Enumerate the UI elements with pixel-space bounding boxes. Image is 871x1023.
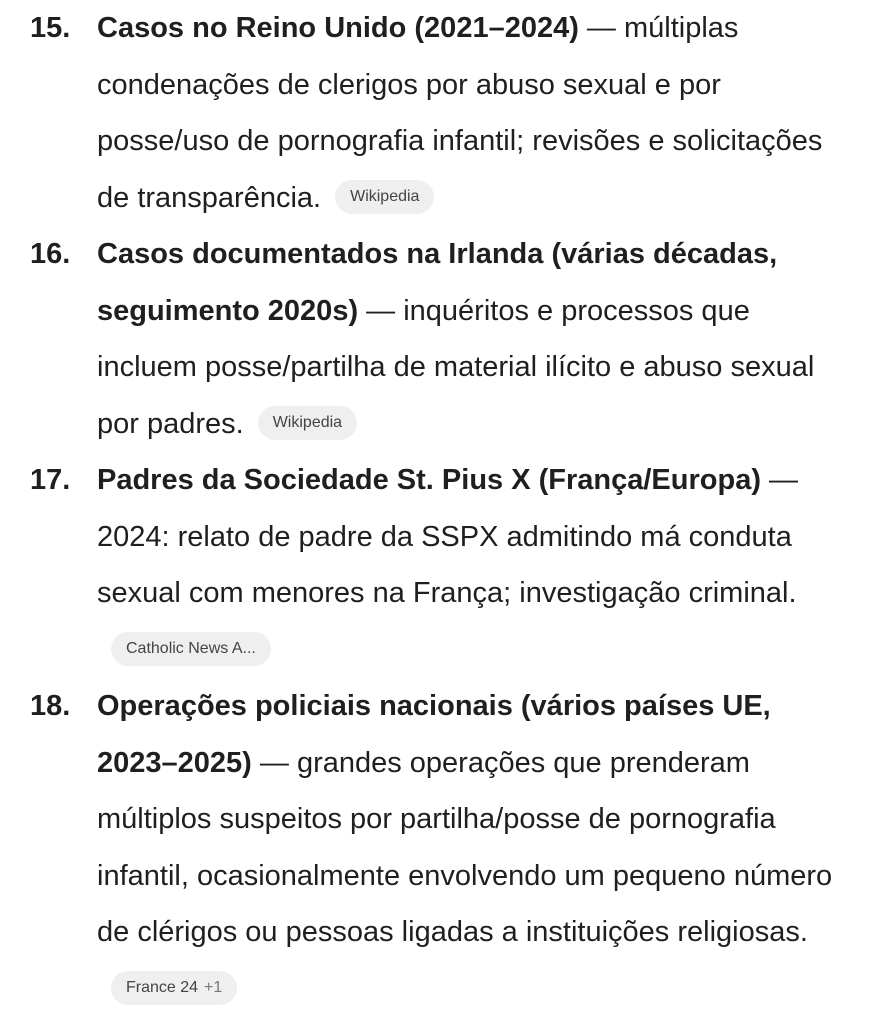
item-title: Padres da Sociedade St. Pius X (França/Europa) [97,464,761,496]
item-body: — grandes operações que prenderam múltiplos suspeitos por partilha/posse de pornografia infantil, ocasionalmente envolvendo um pequeno número de clérigos ou pessoas ligadas a instituições religiosas. [97,746,833,948]
source-chip[interactable] [258,406,357,440]
source-chip-label: Wikipedia [272,413,343,431]
item-text [97,0,851,226]
item-title: Casos no Reino Unido (2021–2024) [97,12,579,44]
list-item [0,678,871,1017]
source-chip-label: Wikipedia [350,187,420,205]
source-chip-label: France 24 [126,978,199,996]
source-chip[interactable] [111,971,237,1005]
item-text [97,226,851,452]
item-number: 16. [30,238,71,270]
item-title: Casos documentados na Irlanda (várias décadas, seguimento 2020s) [97,238,778,327]
item-text [97,678,851,1017]
item-number: 15. [30,12,71,44]
source-chip-more-count: +1 [204,978,223,996]
list-item [0,452,871,678]
item-body: — 2024: relato de padre da SSPX admitindo má conduta sexual com menores na França; investigação criminal. [97,464,799,609]
item-body: — múltiplas condenações de clerigos por abuso sexual e por posse/uso de pornografia infantil; revisões e solicitações de transparência. [97,12,823,214]
item-number: 18. [30,690,71,722]
item-text [97,452,851,678]
source-chip[interactable] [335,180,434,214]
source-chip-label: Catholic News A... [126,639,256,657]
list-item [0,0,871,226]
item-title: Operações policiais nacionais (vários países UE, 2023–2025) [97,690,771,779]
list-item [0,226,871,452]
source-chip[interactable] [111,632,271,666]
item-body: — inquéritos e processos que incluem posse/partilha de material ilícito e abuso sexual por padres. [97,294,815,440]
item-number: 17. [30,464,71,496]
